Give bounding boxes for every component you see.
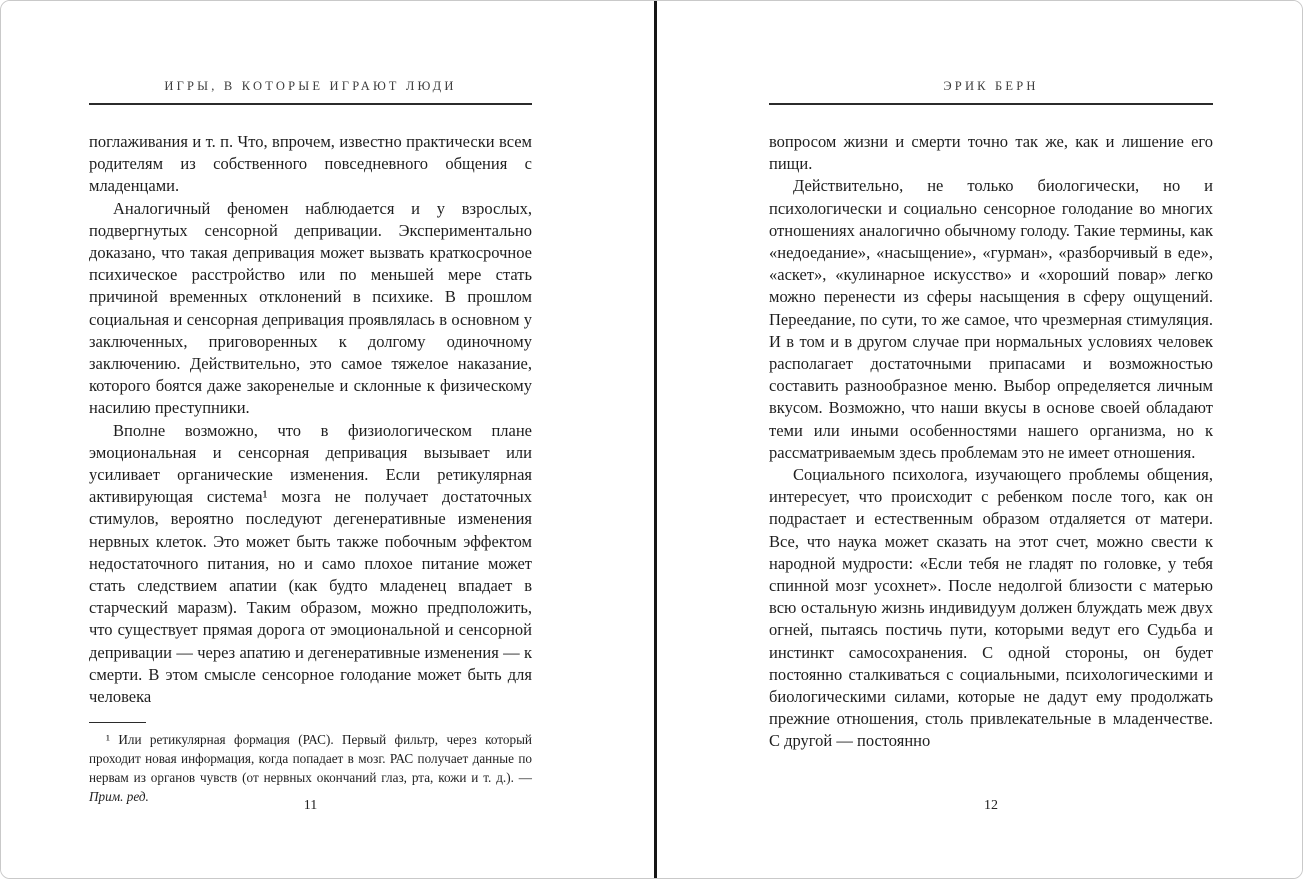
page-right-content (769, 79, 1213, 753)
running-head-book-title: ИГРЫ, В КОТОРЫЕ ИГРАЮТ ЛЮДИ (164, 79, 457, 93)
paragraph: Действительно, не только биологически, но и психологически и социально сенсорное голодание во многих отношениях аналогично обычному голоду. Такие термины, как «недоедание», «насыщение», «гурман», «разборчивый в еде», «аскет», «кулинарное искусство» и «хороший повар» легко можно перенести из сферы насыщения в сферу ощущений. Переедание, по сути, то же самое, что чрезмерная стимуляция. И в том и в другом случае при нормальных условиях человек располагает достаточными припасами и возможностью составить разнообразное меню. Выбор определяется личным вкусом. Возможно, что наши вкусы в основе своей обладают теми или иными особенностями нашего организма, но к рассматриваемым здесь проблемам это не имеет отношения. (769, 176, 1213, 462)
paragraph: поглаживания и т. п. Что, впрочем, известно практически всем родителям из собственного повседневного общения с младенцами. (89, 132, 532, 196)
page-right-body (769, 131, 1213, 753)
paragraph: Социального психолога, изучающего проблемы общения, интересует, что происходит с ребенком после того, как он подрастает и естественным образом отдаляется от матери. Все, что наука может сказать на этот счет, можно свести к народной мудрости: «Если тебя не гладят по головке, у тебя спинной мозг усохнет». После недолгой близости с матерью всю остальную жизнь индивидуум должен блуждать меж двух огней, пытаясь постичь пути, которыми ведут его Судьба и инстинкт самосохранения. С одной стороны, он будет постоянно сталкиваться с социальными, психологическими и биологическими силами, которые не дадут ему продолжать прежние отношения, столь привлекательные в младенчестве. С другой — постоянно (769, 465, 1213, 751)
page-right (657, 1, 1302, 878)
footnote-attribution: Прим. ред. (89, 788, 149, 804)
page-number-left: 11 (303, 798, 318, 813)
header-rule (89, 103, 532, 105)
page-number-right: 12 (984, 798, 998, 813)
header-rule (769, 103, 1213, 105)
page-left (1, 1, 654, 878)
footnote (89, 731, 532, 806)
page-left-body (89, 131, 532, 708)
paragraph: Вполне возможно, что в физиологическом плане эмоциональная и сенсорная депривация вызывает или усиливает органические изменения. Если ретикулярная активирующая система¹ мозга не получает достаточных стимулов, вероятно последуют дегенеративные изменения нервных клеток. Это может быть также побочным эффектом недостаточного питания, но и само плохое питание может стать следствием апатии (как будто младенец впадает в старческий маразм). Таким образом, можно предположить, что существует прямая дорога от эмоциональной и сенсорной депривации — через апатию и дегенеративные изменения — к смерти. В этом смысле сенсорное голодание может быть для человека (89, 420, 532, 707)
paragraph: Аналогичный феномен наблюдается и у взрослых, подвергнутых сенсорной депривации. Экспериментально доказано, что такая депривация может вызвать краткосрочное психическое расстройство или по меньшей мере стать причиной временных отклонений в психике. В прошлом социальная и сенсорная депривация проявлялась в основном у заключенных, приговоренных к долгому одиночному заключению. Действительно, это самое тяжелое наказание, которого боятся даже закоренелые и склонные к физическому насилию преступники. (89, 198, 532, 418)
footnote-rule (89, 722, 146, 723)
page-right-header (769, 79, 1213, 105)
page-left-header (89, 79, 532, 105)
footnote-text: ¹ Или ретикулярная формация (РАС). Первый фильтр, через который проходит новая информация, когда попадает в мозг. РАС получает данные по нервам из органов чувств (от нервных окончаний глаз, рта, кожи и т. д.). — (89, 732, 532, 785)
page-left-content (89, 79, 532, 806)
footnote-block (89, 722, 532, 806)
running-head-author: ЭРИК БЕРН (943, 79, 1039, 93)
paragraph: вопросом жизни и смерти точно так же, как и лишение его пищи. (769, 132, 1213, 174)
